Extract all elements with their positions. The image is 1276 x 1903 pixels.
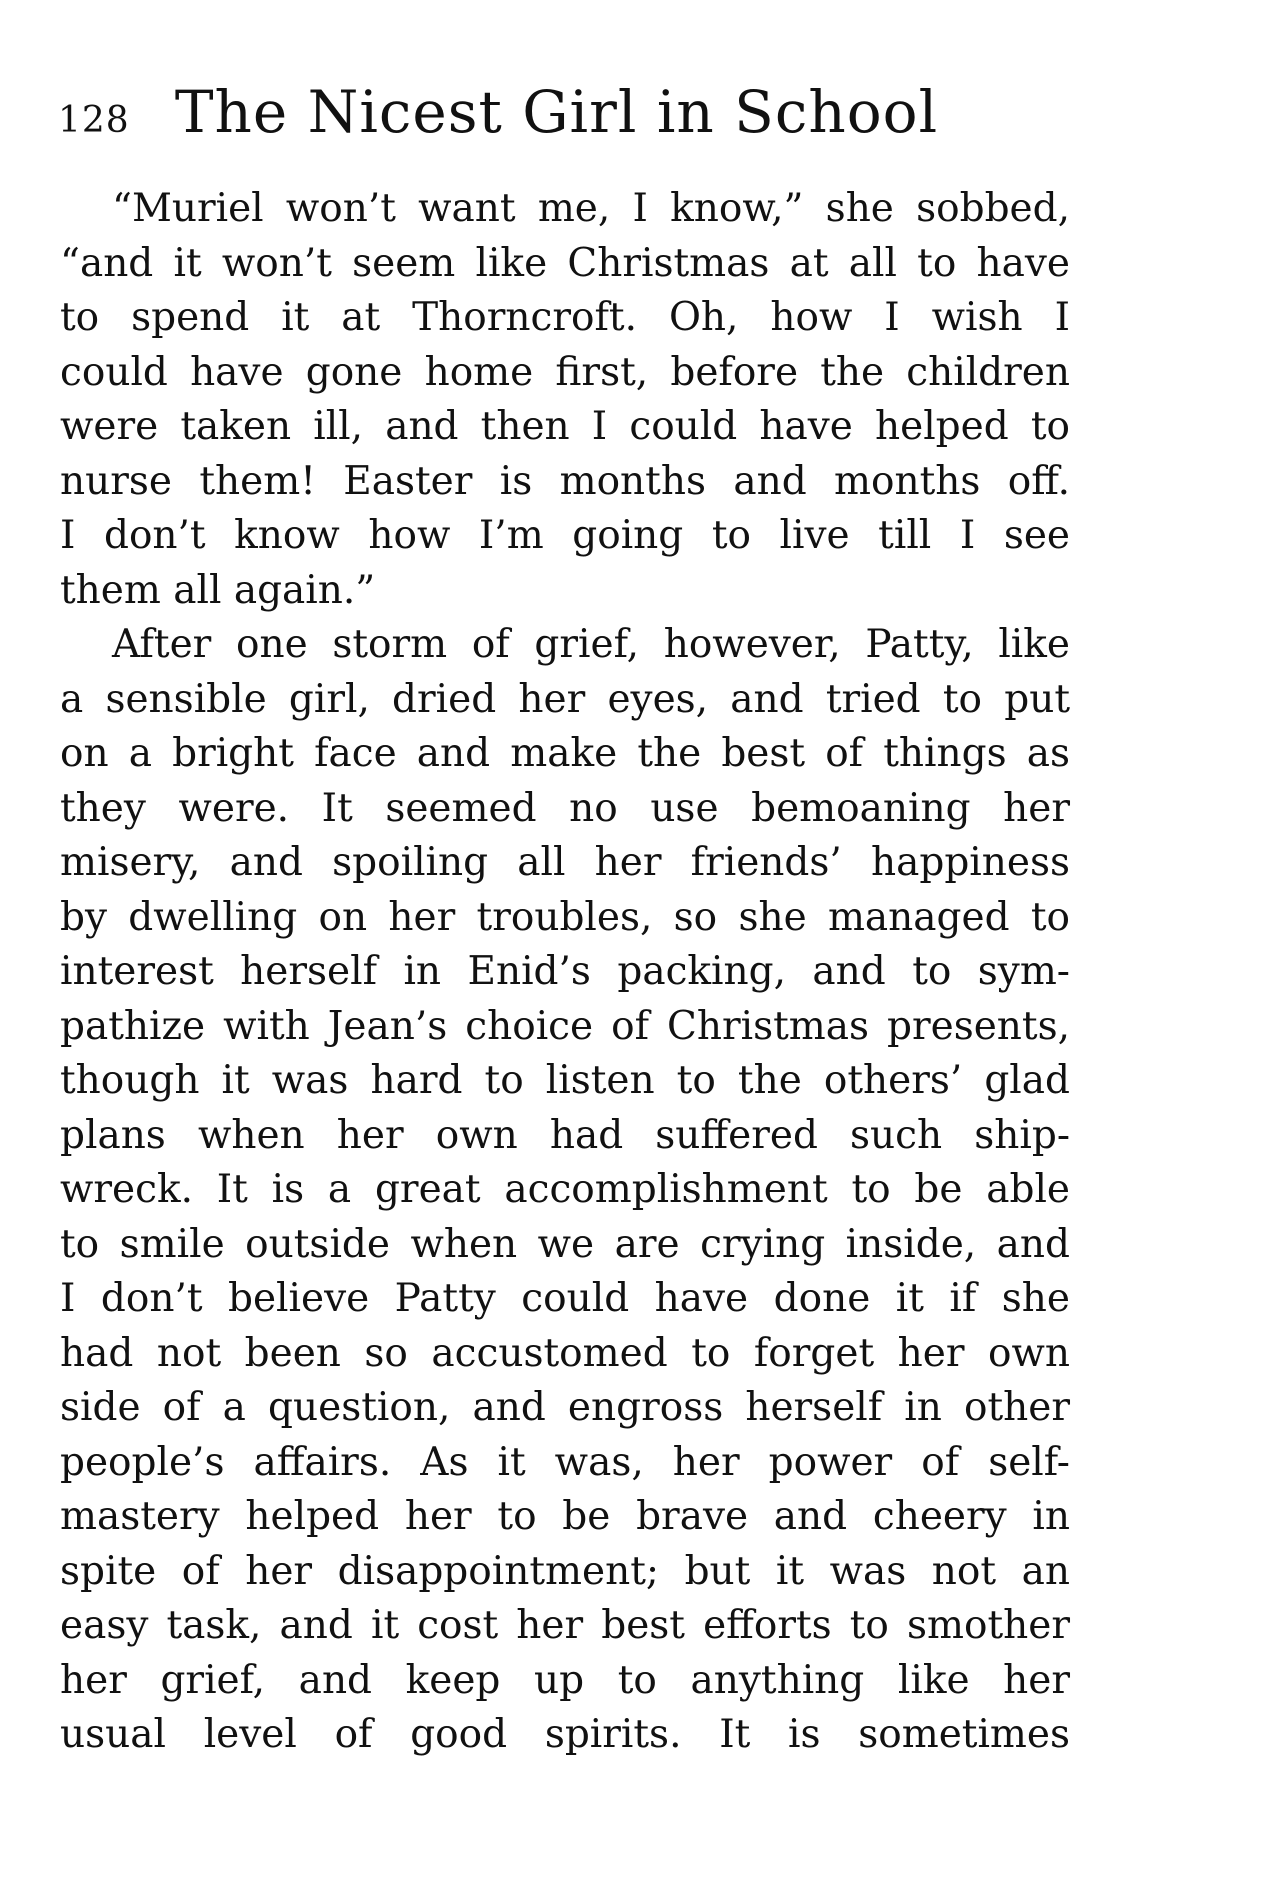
text-line: pathize with Jean’s choice of Christmas presents, — [60, 1003, 1070, 1049]
text-line: “Muriel won’t want me, I know,” she sobbed, — [112, 186, 1070, 231]
body-text — [60, 182, 1070, 1763]
page-header — [58, 78, 1068, 168]
text-line: I don’t believe Patty could have done it if she — [60, 1276, 1070, 1321]
text-line: people’s affairs. As it was, her power of self- — [60, 1439, 1070, 1485]
text-line: were taken ill, and then I could have helped to — [60, 404, 1070, 449]
text-line: side of a question, and engross herself in other — [60, 1385, 1070, 1430]
text-line: to smile outside when we are crying inside, and — [60, 1221, 1070, 1267]
text-line: misery, and spoiling all her friends’ happiness — [60, 840, 1070, 885]
text-line: I don’t know how I’m going to live till I see — [60, 513, 1070, 558]
text-line: her grief, and keep up to anything like her — [60, 1657, 1070, 1703]
text-line: they were. It seemed no use bemoaning her — [60, 785, 1070, 831]
text-line: spite of her disappointment; but it was not an — [60, 1548, 1070, 1594]
text-line: them all again.” — [60, 567, 376, 613]
text-line: wreck. It is a great accomplishment to be able — [60, 1167, 1070, 1212]
text-line: usual level of good spirits. It is sometimes — [60, 1712, 1070, 1757]
text-line: on a bright face and make the best of things as — [60, 731, 1070, 776]
text-line: plans when her own had suffered such ship- — [60, 1112, 1070, 1158]
text-line: could have gone home first, before the children — [60, 349, 1070, 395]
text-line: had not been so accustomed to forget her own — [60, 1330, 1070, 1376]
running-title: The Nicest Girl in School — [174, 78, 939, 146]
text-line: to spend it at Thorncroft. Oh, how I wish I — [60, 295, 1070, 340]
text-line: “and it won’t seem like Christmas at all to have — [60, 240, 1070, 286]
paragraph — [60, 618, 1070, 1763]
text-line: interest herself in Enid’s packing, and to sym- — [60, 949, 1070, 994]
text-line: After one storm of grief, however, Patty, like — [112, 622, 1070, 667]
paragraph — [60, 182, 1070, 618]
text-line: easy task, and it cost her best efforts to smother — [60, 1603, 1070, 1648]
text-line: by dwelling on her troubles, so she managed to — [60, 894, 1070, 940]
text-line: mastery helped her to be brave and cheery in — [60, 1494, 1070, 1539]
page-number: 128 — [58, 100, 130, 141]
text-line: nurse them! Easter is months and months off. — [60, 458, 1070, 504]
text-line: though it was hard to listen to the others’ glad — [60, 1058, 1070, 1103]
text-line: a sensible girl, dried her eyes, and tried to put — [60, 676, 1070, 722]
